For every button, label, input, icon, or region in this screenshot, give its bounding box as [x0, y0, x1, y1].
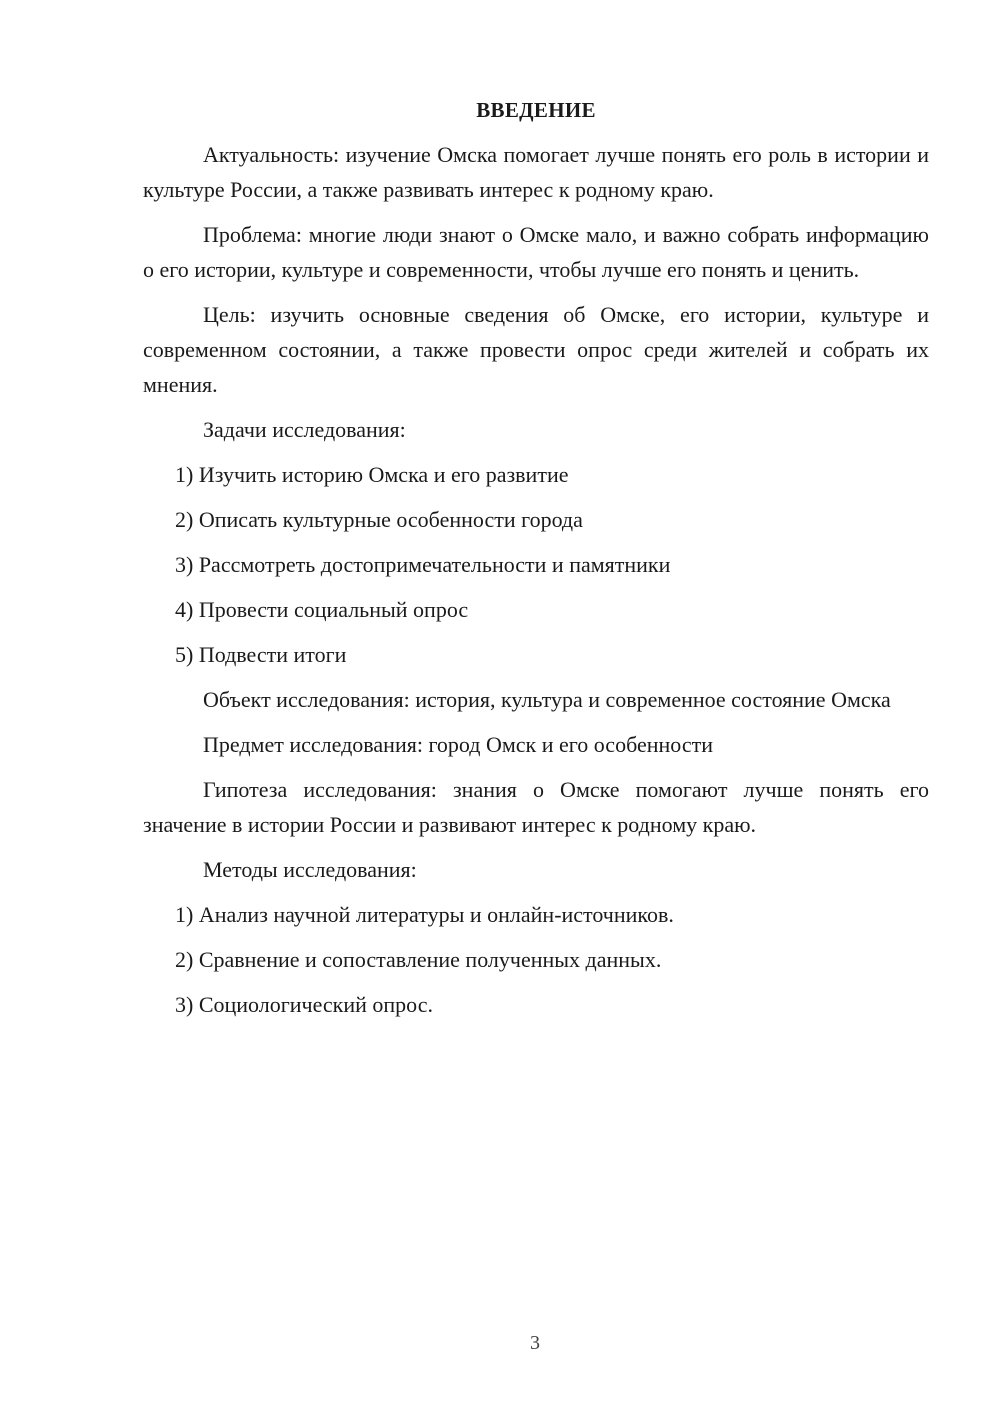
object-paragraph: Объект исследования: история, культура и современное состояние Омска: [203, 687, 891, 712]
page-title: ВВЕДЕНИЕ: [476, 98, 596, 122]
methods-heading: Методы исследования:: [203, 857, 417, 882]
goal-paragraph: Цель: изучить основные сведения об Омске, его истории, культуре и современном состоянии, а также провести опрос среди жителей и собрать их мнения.: [143, 302, 929, 397]
method-item: 3) Социологический опрос.: [175, 992, 433, 1017]
methods-list: [143, 897, 929, 1022]
hypothesis-paragraph: Гипотеза исследования: знания о Омске помогают лучше понять его значение в истории России и развивают интерес к родному краю.: [143, 777, 929, 837]
tasks-list: [143, 457, 929, 672]
task-item: 4) Провести социальный опрос: [175, 597, 469, 622]
task-item: 3) Рассмотреть достопримечательности и памятники: [175, 552, 671, 577]
method-item: 2) Сравнение и сопоставление полученных данных.: [175, 947, 662, 972]
relevance-paragraph: Актуальность: изучение Омска помогает лучше понять его роль в истории и культуре России, а также развивать интерес к родному краю.: [143, 142, 929, 202]
page-number: 3: [530, 1332, 540, 1354]
task-item: 1) Изучить историю Омска и его развитие: [175, 462, 569, 487]
subject-paragraph: Предмет исследования: город Омск и его особенности: [203, 732, 713, 757]
tasks-heading: Задачи исследования:: [203, 417, 406, 442]
document-page: [143, 96, 929, 1032]
task-item: 5) Подвести итоги: [175, 642, 347, 667]
problem-paragraph: Проблема: многие люди знают о Омске мало, и важно собрать информацию о его истории, культуре и современности, чтобы лучше его понять и ценить.: [143, 222, 929, 282]
task-item: 2) Описать культурные особенности города: [175, 507, 583, 532]
method-item: 1) Анализ научной литературы и онлайн-источников.: [175, 902, 674, 927]
